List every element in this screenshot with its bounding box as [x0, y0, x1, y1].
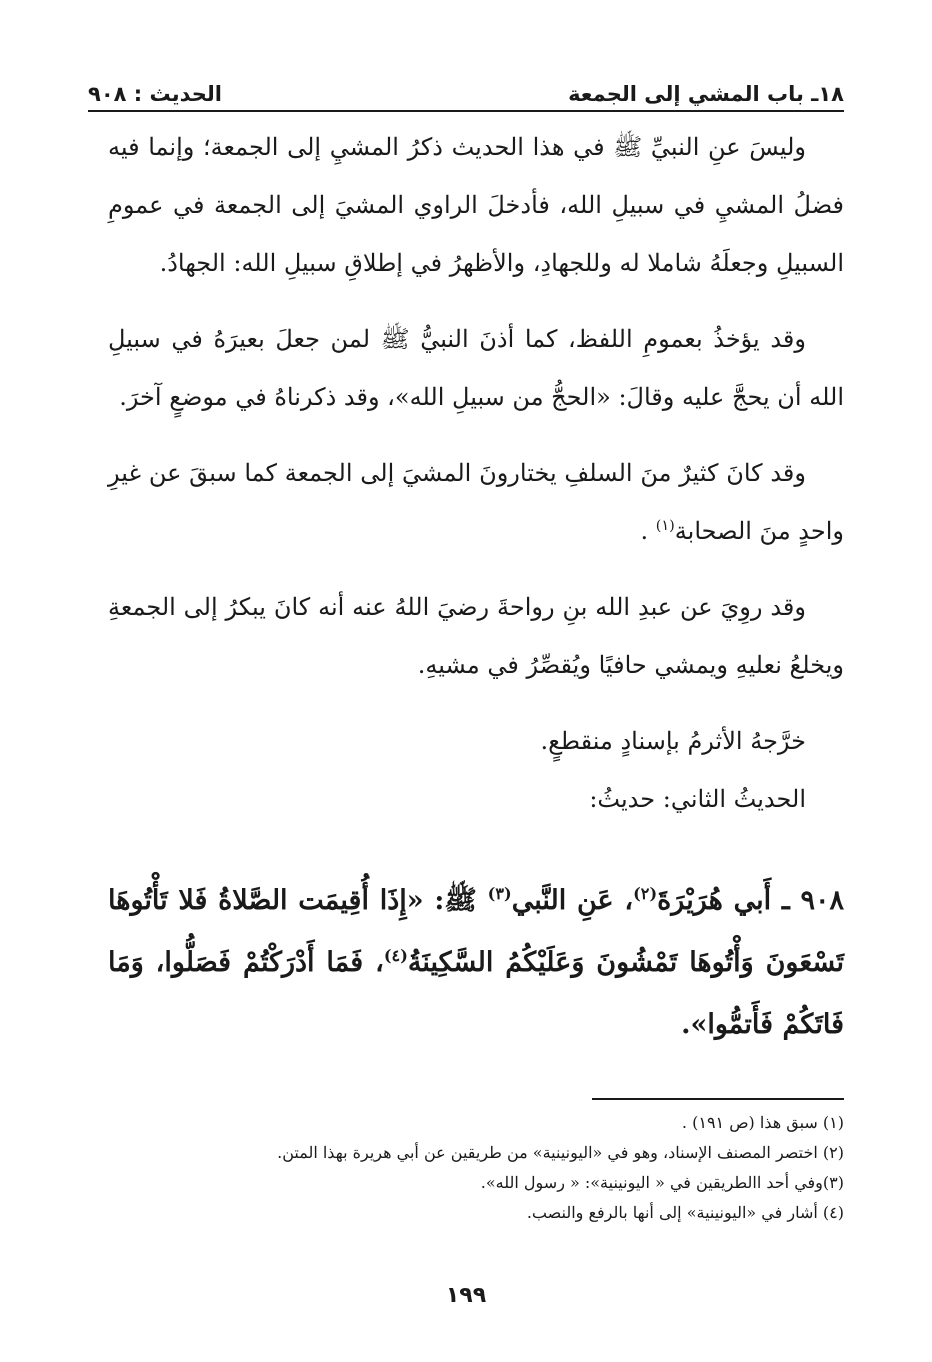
second-hadith-intro: الحديثُ الثاني: حديثُ:	[589, 785, 806, 813]
footnote-ref-1[interactable]: (١)	[655, 518, 675, 534]
footnote-ref-4[interactable]: (٤)	[383, 946, 408, 965]
hadith-paragraph	[108, 870, 844, 1056]
footnotes	[108, 1108, 844, 1228]
chapter-title: ١٨ـ باب المشي إلى الجمعة	[568, 82, 844, 106]
paragraph-2: وقد يؤخذُ بعمومِ اللفظ، كما أذنَ النبيُّ ﷺ لمن جعلَ بعيرَهُ في سبيلِ الله أن يحجَّ عليه وقالَ: «الحجُّ من سبيلِ الله»، وقد ذكرناهُ في موضعٍ آخرَ.	[108, 325, 844, 411]
paragraph-3-text: وقد كانَ كثيرٌ منَ السلفِ يختارونَ المشيَ إلى الجمعة كما سبقَ عن غيرِ واحدٍ منَ الصحابة	[108, 459, 844, 545]
footnote-divider	[592, 1098, 844, 1100]
hadith-part-2: ، عَنِ النَّبي	[511, 885, 634, 916]
hadith-part-1: أَبي هُرَيْرَةَ	[657, 885, 782, 916]
running-header	[88, 66, 844, 112]
footnote-1: (١) سبق هذا (ص ١٩١) .	[681, 1113, 844, 1132]
page-number: ١٩٩	[445, 1283, 487, 1308]
hadith-reference: الحديث : ٩٠٨	[88, 82, 222, 106]
hadith-part-4: ، فَمَا أَدْرَكْتُمْ فَصَلُّوا، وَمَا فَاتَكُمْ فَأَتمُّوا».	[108, 947, 844, 1040]
commentary-text	[108, 118, 844, 828]
attribution-line: خرَّجهُ الأثرمُ بإسنادٍ منقطعٍ.	[540, 727, 806, 755]
footnote-ref-3[interactable]: (٣)	[487, 884, 512, 903]
paragraph-1: وليسَ عنِ النبيِّ ﷺ في هذا الحديث ذكرُ المشيِ إلى الجمعة؛ وإنما فيه فضلُ المشيِ في سبيلِ الله، فأدخلَ الراوي المشيَ إلى الجمعة في عمومِ السبيلِ وجعلَهُ شاملا له وللجهادِ، والأظهرُ في إطلاقِ سبيلِ الله: الجهادُ.	[108, 133, 844, 277]
hadith-part-3: ﷺ: «إِذَا أُقِيمَت الصَّلاةُ فَلا تَأْتُوهَا تَسْعَونَ وَأْتُوهَا تَمْشُونَ وَعَلَيْكُمُ السَّكِينَةُ	[108, 885, 844, 978]
paragraph-3	[108, 444, 844, 560]
footnote-2: (٢) اختصر المصنف الإسناد، وهو في «اليونينية» من طريقين عن أبي هريرة بهذا المتن.	[277, 1143, 844, 1162]
hadith-text	[108, 870, 844, 1056]
paragraph-3-end: .	[640, 517, 656, 545]
footnote-4: (٤) أشار في «اليونينية» إلى أنها بالرفع والنصب.	[526, 1203, 844, 1222]
hadith-number: ٩٠٨ ـ	[781, 885, 845, 916]
paragraph-4: وقد روِيَ عن عبدِ الله بنِ رواحةَ رضيَ اللهُ عنه أنه كانَ يبكرُ إلى الجمعةِ ويخلعُ نعليهِ ويمشي حافيًا ويُقصِّرُ في مشيهِ.	[108, 593, 844, 679]
footnote-ref-2[interactable]: (٢)	[633, 884, 658, 903]
footnote-3: (٣)وفي أحد االطريقين في « اليونينية»: « رسول الله».	[480, 1173, 844, 1192]
